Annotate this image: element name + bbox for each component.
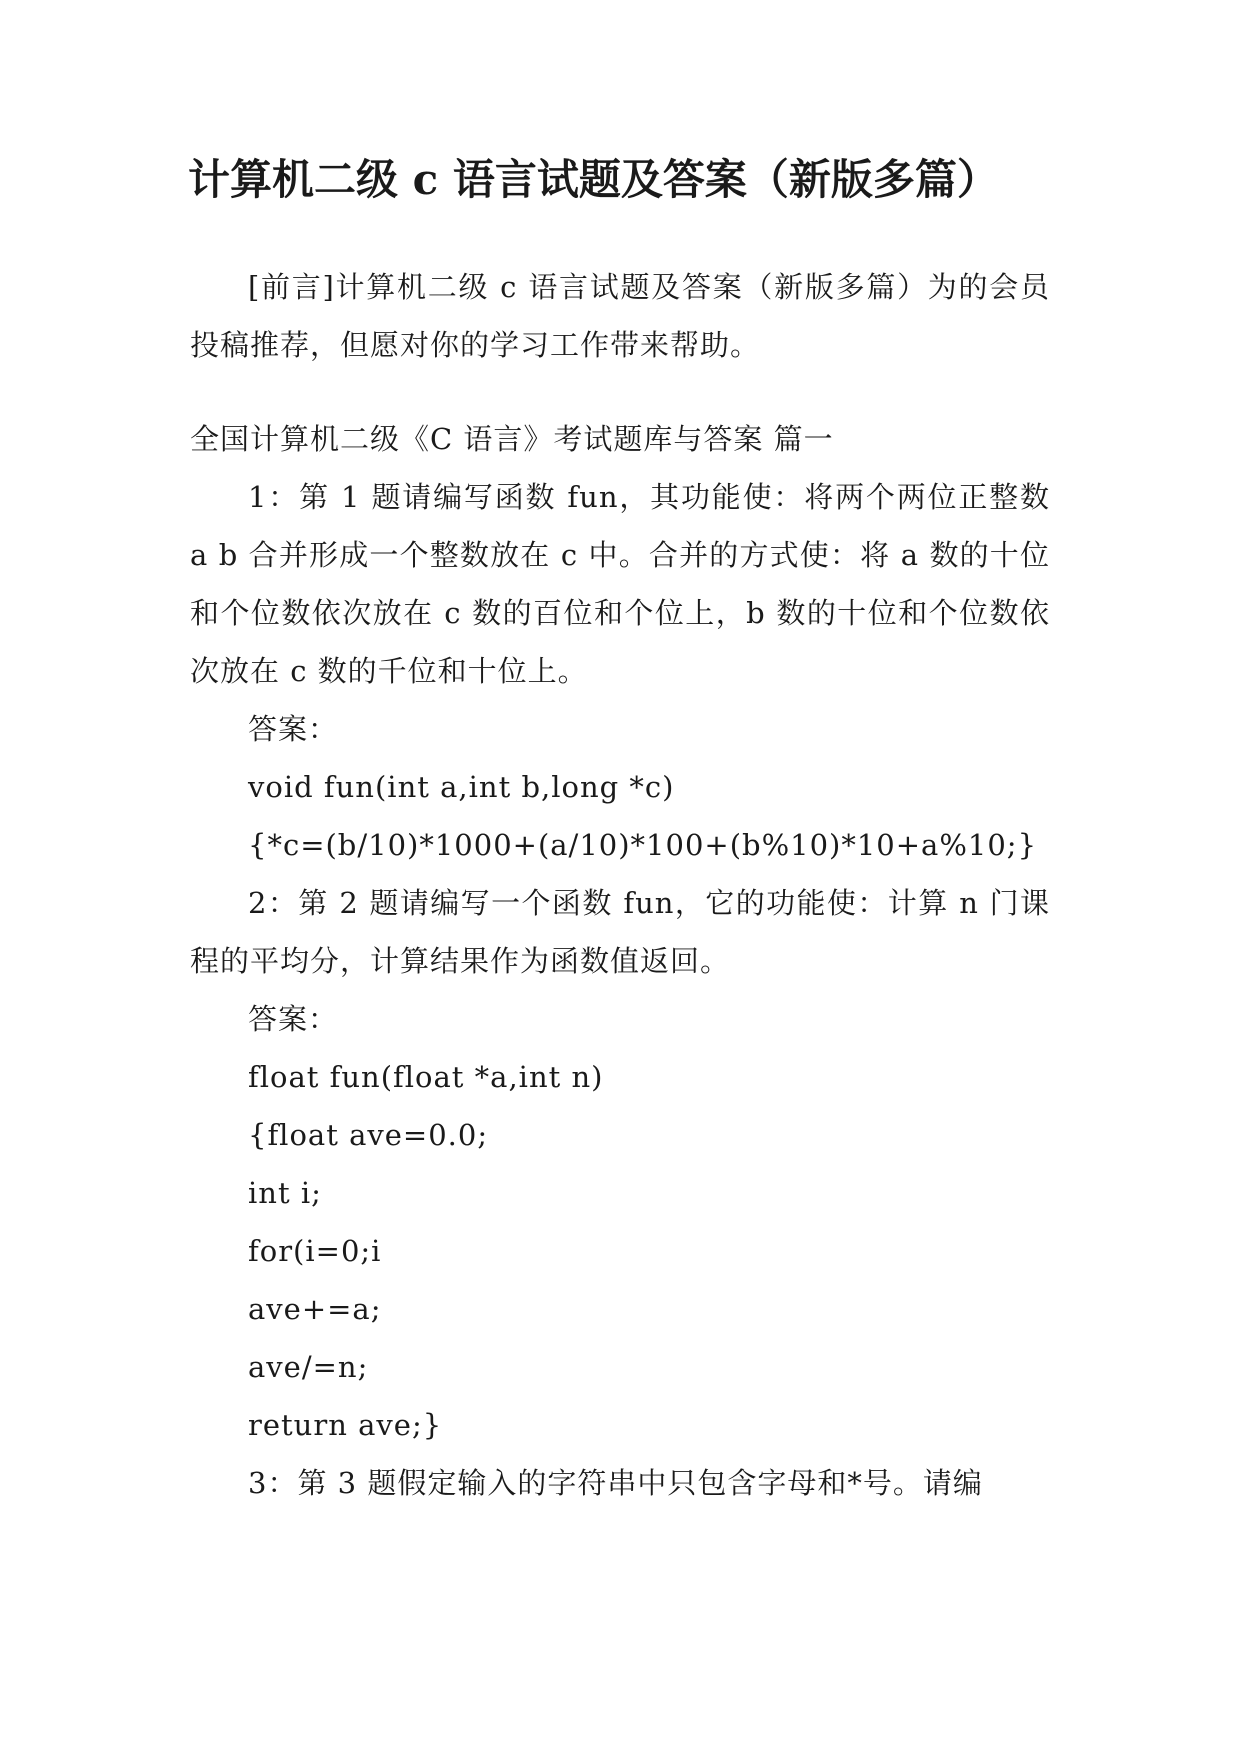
question-1: 1：第 1 题请编写函数 fun，其功能使：将两个两位正整数 a b 合并形成一个整数放在 c 中。合并的方式使：将 a 数的十位和个位数依次放在 c 数的百位和个位上，b 数的十位和个位数依次放在 c 数的千位和十位上。 <box>190 480 1050 688</box>
code-line: for(i=0;i <box>248 1234 382 1268</box>
code-line: {float ave=0.0; <box>248 1118 489 1152</box>
code-line: void fun(int a,int b,long *c) <box>248 770 675 804</box>
section-heading: 全国计算机二级《C 语言》考试题库与答案 篇一 <box>190 422 834 456</box>
page-title: 计算机二级 c 语言试题及答案（新版多篇） <box>188 155 999 204</box>
preface-paragraph: [前言]计算机二级 c 语言试题及答案（新版多篇）为的会员投稿推荐，但愿对你的学习工作带来帮助。 <box>190 270 1050 362</box>
question-3: 3：第 3 题假定输入的字符串中只包含字母和*号。请编 <box>248 1466 983 1500</box>
code-line: {*c=(b/10)*1000+(a/10)*100+(b%10)*10+a%10;} <box>248 828 1038 862</box>
answer-label-1: 答案： <box>248 712 339 746</box>
code-line: ave/=n; <box>248 1350 369 1384</box>
code-line: ave+=a; <box>248 1292 382 1326</box>
code-line: int i; <box>248 1176 322 1210</box>
code-line: float fun(float *a,int n) <box>248 1060 604 1094</box>
code-line: return ave;} <box>248 1408 443 1442</box>
question-2: 2：第 2 题请编写一个函数 fun，它的功能使：计算 n 门课程的平均分，计算结果作为函数值返回。 <box>190 886 1050 978</box>
content-block <box>190 410 1050 1512</box>
preface-block <box>190 258 1050 374</box>
answer-label-2: 答案： <box>248 1002 339 1036</box>
